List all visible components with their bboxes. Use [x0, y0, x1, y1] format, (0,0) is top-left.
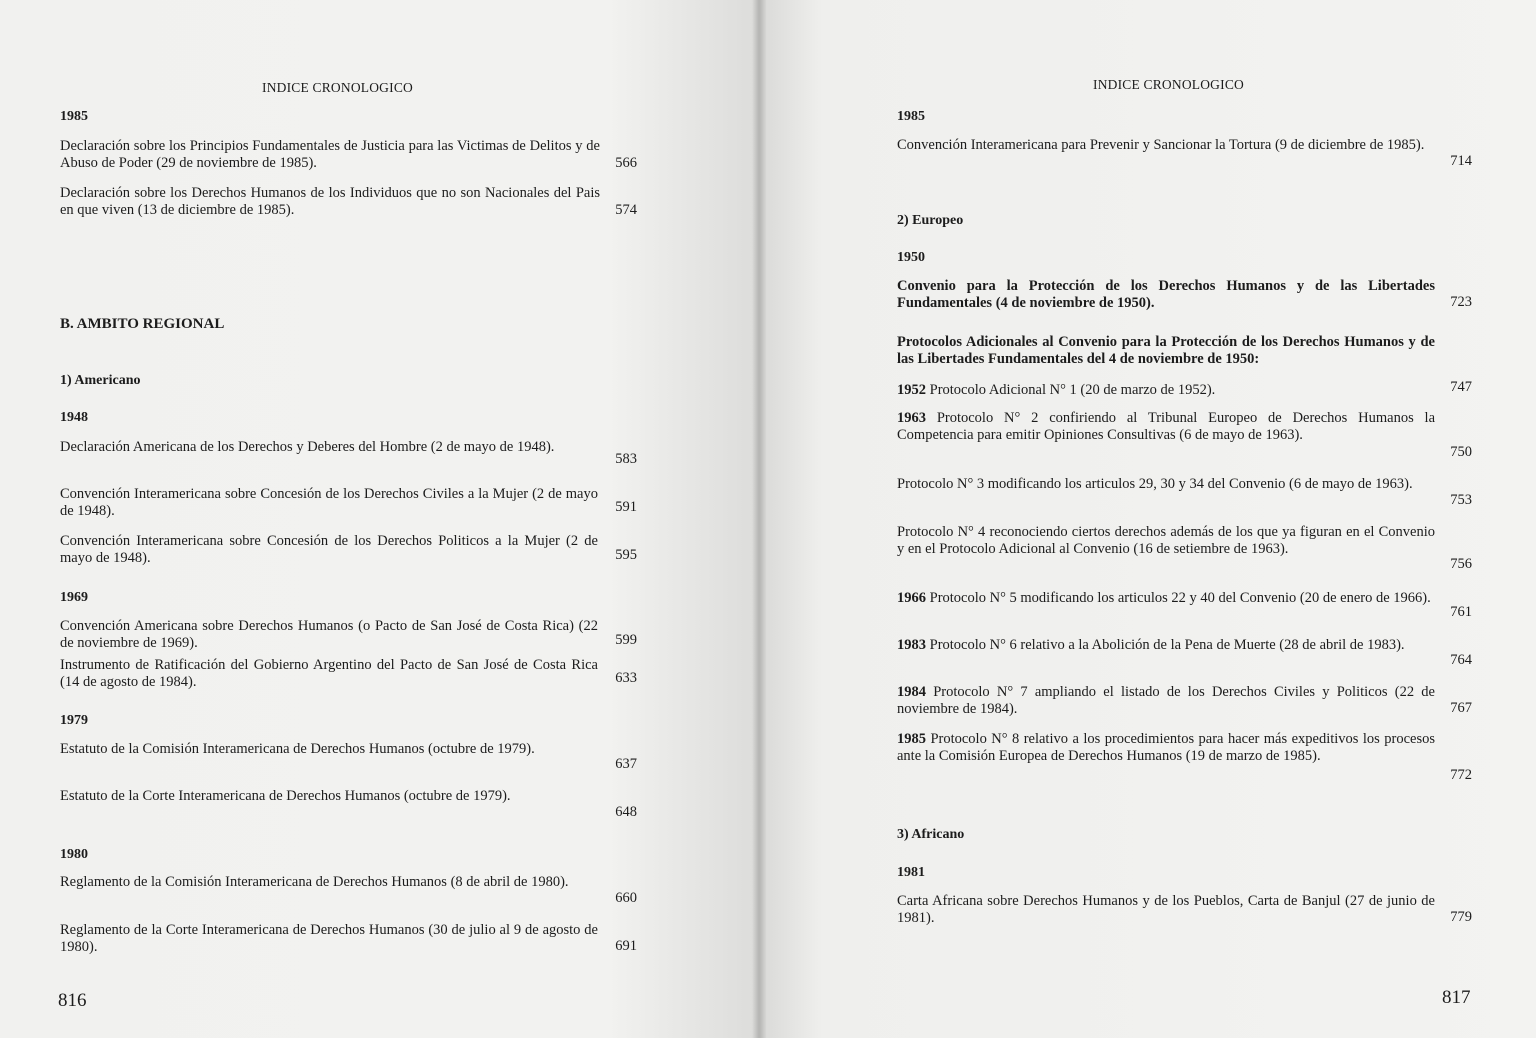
page-number: 591: [615, 499, 637, 515]
subsection-heading: 2) Europeo: [897, 213, 964, 228]
page-number: 753: [1450, 492, 1472, 508]
index-entry: Convención Americana sobre Derechos Humanos (o Pacto de San José de Costa Rica) (22 de noviembre de 1969).: [60, 618, 598, 651]
page-number: 772: [1450, 767, 1472, 783]
right-page: [760, 0, 1536, 1038]
subsection-heading: 3) Africano: [897, 827, 965, 842]
index-entry: [897, 410, 1435, 444]
page-number: 764: [1450, 652, 1472, 668]
page-number: 747: [1450, 379, 1472, 395]
index-entry: [897, 731, 1435, 765]
index-entry: Convención Interamericana para Prevenir y Sancionar la Tortura (9 de diciembre de 1985).: [897, 137, 1425, 153]
right-page-header: INDICE CRONOLOGICO: [1093, 77, 1244, 92]
page-number: 723: [1450, 294, 1472, 310]
page-number: 633: [615, 670, 637, 686]
index-entry: Reglamento de la Corte Interamericana de Derechos Humanos (30 de julio al 9 de agosto de 1980).: [60, 922, 598, 955]
entry-year: 1983: [897, 637, 926, 653]
left-page-header: INDICE CRONOLOGICO: [262, 80, 413, 95]
index-entry: Estatuto de la Comisión Interamericana de Derechos Humanos (octubre de 1979).: [60, 741, 535, 757]
entry-text: Protocolo N° 8 relativo a los procedimientos para hacer más expeditivos los procesos ante la Comisión Europea de Derechos Humanos (19 de marzo de 1985).: [897, 731, 1435, 764]
folio-number: 816: [58, 990, 87, 1011]
page-number: 574: [615, 202, 637, 218]
page-number: 691: [615, 938, 637, 954]
entry-text: Protocolo Adicional N° 1 (20 de marzo de 1952).: [929, 382, 1216, 398]
page-number: 714: [1450, 153, 1472, 169]
index-entry: Protocolo N° 4 reconociendo ciertos derechos además de los que ya figuran en el Convenio y en el Protocolo Adicional al Convenio (16 de setiembre de 1963).: [897, 524, 1435, 557]
year-heading: 1985: [897, 109, 925, 124]
page-number: 637: [615, 756, 637, 772]
year-heading: 1950: [897, 250, 925, 265]
entry-text: Protocolo N° 5 modificando los articulos 22 y 40 del Convenio (20 de enero de 1966).: [929, 590, 1431, 606]
page-number: 660: [615, 890, 637, 906]
year-heading: 1985: [60, 109, 88, 124]
index-entry: Convenio para la Protección de los Derechos Humanos y de las Libertades Fundamentales (4 de noviembre de 1950).: [897, 278, 1435, 311]
page-number: 767: [1450, 700, 1472, 716]
index-entry: Estatuto de la Corte Interamericana de Derechos Humanos (octubre de 1979).: [60, 788, 511, 804]
entry-text: Protocolo N° 6 relativo a la Abolición de la Pena de Muerte (28 de abril de 1983).: [929, 637, 1405, 653]
entry-text: Protocolo N° 2 confiriendo al Tribunal Europeo de Derechos Humanos la Competencia para emitir Opiniones Consultivas (6 de mayo de 1963).: [897, 410, 1436, 443]
page-number: 761: [1450, 604, 1472, 620]
index-entry: Protocolo N° 3 modificando los articulos 29, 30 y 34 del Convenio (6 de mayo de 1963).: [897, 476, 1413, 492]
page-number: 750: [1450, 444, 1472, 460]
year-heading: 1969: [60, 590, 88, 605]
section-heading: B. AMBITO REGIONAL: [60, 316, 225, 332]
index-entry: [897, 684, 1435, 718]
entry-text: Protocolo N° 7 ampliando el listado de los Derechos Civiles y Politicos (22 de noviembre de 1984).: [897, 684, 1435, 717]
index-entry: Reglamento de la Comisión Interamericana de Derechos Humanos (8 de abril de 1980).: [60, 874, 569, 890]
index-entry: [897, 590, 1435, 607]
year-heading: 1948: [60, 410, 88, 425]
year-heading: 1981: [897, 865, 925, 880]
page-number: 756: [1450, 556, 1472, 572]
index-entry: Declaración sobre los Principios Fundamentales de Justicia para las Victimas de Delitos y de Abuso de Poder (29 de noviembre de 1985).: [60, 138, 600, 171]
folio-number: 817: [1442, 987, 1471, 1008]
left-page: [0, 0, 760, 1038]
book-spine-shadow: [752, 0, 766, 1038]
page-number: 779: [1450, 909, 1472, 925]
entry-year: 1952: [897, 382, 926, 398]
index-entry: [897, 382, 1435, 399]
year-heading: 1980: [60, 847, 88, 862]
index-entry: Declaración sobre los Derechos Humanos de los Individuos que no son Nacionales del Pais en que viven (13 de diciembre de 1985).: [60, 185, 600, 218]
year-heading: 1979: [60, 713, 88, 728]
page-number: 583: [615, 451, 637, 467]
index-entry: Declaración Americana de los Derechos y Deberes del Hombre (2 de mayo de 1948).: [60, 439, 555, 455]
entry-year: 1963: [897, 410, 926, 426]
index-entry: [897, 637, 1435, 654]
entry-year: 1966: [897, 590, 926, 606]
subsection-heading: 1) Americano: [60, 373, 141, 388]
page-number: 595: [615, 547, 637, 563]
index-entry: Carta Africana sobre Derechos Humanos y de los Pueblos, Carta de Banjul (27 de junio de 1981).: [897, 893, 1435, 926]
index-entry: Instrumento de Ratificación del Gobierno Argentino del Pacto de San José de Costa Rica (14 de agosto de 1984).: [60, 657, 598, 690]
index-entry-heading: Protocolos Adicionales al Convenio para la Protección de los Derechos Humanos y de las Libertades Fundamentales del 4 de noviembre de 1950:: [897, 334, 1435, 367]
page-number: 599: [615, 632, 637, 648]
index-entry: Convención Interamericana sobre Concesión de los Derechos Civiles a la Mujer (2 de mayo de 1948).: [60, 486, 598, 519]
entry-year: 1984: [897, 684, 926, 700]
index-entry: Convención Interamericana sobre Concesión de los Derechos Politicos a la Mujer (2 de mayo de 1948).: [60, 533, 598, 566]
entry-year: 1985: [897, 731, 926, 747]
page-number: 566: [615, 155, 637, 171]
page-number: 648: [615, 804, 637, 820]
